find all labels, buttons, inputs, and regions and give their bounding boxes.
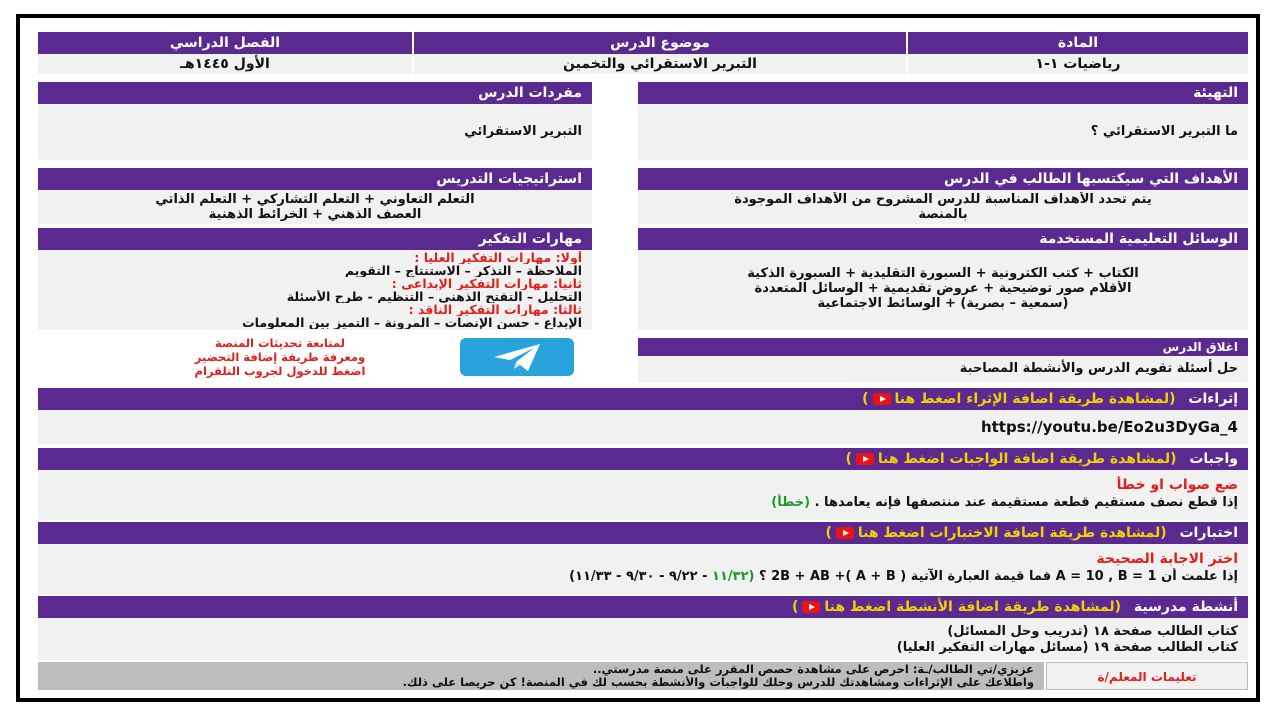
- telegram-promo-text[interactable]: [110, 336, 450, 380]
- thinking-header: مهارات التفكير: [38, 228, 592, 250]
- telegram-icon[interactable]: [460, 338, 574, 376]
- tools-body: [638, 250, 1248, 330]
- enrichment-help-close: ): [862, 391, 869, 407]
- objectives-line: يتم تحدد الأهداف المناسبة للدرس المشروح من الأهداف الموجودة: [734, 192, 1152, 207]
- enrichment-url[interactable]: https://youtu.be/Eo2u3DyGa_4: [38, 410, 1248, 444]
- teacher-instructions-line: عزيزي/تي الطالب/ـة: احرص على مشاهدة حصص المقرر على منصة مدرستي..: [592, 663, 1034, 676]
- youtube-icon: [836, 527, 854, 539]
- youtube-icon: [873, 393, 891, 405]
- homework-help-close: ): [845, 451, 852, 467]
- thinking-line-1: الملاحظة – التذكر – الاستنتاج – التقويم: [344, 264, 582, 277]
- objectives-body: [638, 190, 1248, 224]
- enrichment-header: [38, 388, 1248, 410]
- youtube-icon: [802, 601, 820, 613]
- activities-help-close: ): [791, 599, 799, 615]
- activities-header: [38, 596, 1248, 618]
- enrichment-title: إثراءات: [1188, 391, 1238, 407]
- warmup-header: التهيئة: [638, 82, 1248, 104]
- thinking-body: [38, 250, 592, 330]
- homework-question-text: إذا قطع نصف مستقيم قطعة مستقيمة عند منتصفها فإنه يعامدها .: [814, 495, 1238, 510]
- warmup-text: ما التبرير الاستقرائي ؟: [638, 104, 1248, 160]
- subject-header: المادة: [908, 32, 1248, 54]
- activities-line: كتاب الطالب صفحة ١٩ (مسائل مهارات التفكير العليا): [896, 640, 1238, 655]
- telegram-plane-icon: [460, 338, 574, 376]
- objectives-line: بالمنصة: [918, 207, 968, 222]
- homework-question-title: ضع صواب او خطأ: [1116, 477, 1238, 493]
- semester-header: الفصل الدراسي: [38, 32, 412, 54]
- strategies-header: استراتيجيات التدريس: [38, 168, 592, 190]
- activities-body: [38, 618, 1248, 660]
- tests-correct-option: (١١/٣٢: [712, 569, 755, 584]
- tests-question: [48, 568, 1238, 586]
- lesson-plan-frame: [16, 14, 1260, 702]
- tests-help-label: (لمشاهدة طريقة اضافة الاختبارات اضغط هنا: [857, 525, 1167, 541]
- tests-title: اختبارات: [1179, 525, 1238, 541]
- thinking-heading-3: ثالثا: مهارات التفكير الناقد :: [408, 303, 582, 316]
- telegram-promo-line: لمتابعة تحديثات المنصة: [215, 336, 345, 350]
- teacher-instructions-text: [38, 662, 1044, 690]
- telegram-promo-line: ومعرفة طريقة إضافة التحضير: [194, 350, 366, 364]
- strategies-line: العصف الذهني + الخرائط الذهنية: [208, 207, 422, 222]
- homework-question: [48, 494, 1238, 512]
- teacher-instructions-line: واطلاعك على الإثراءات ومشاهدتك للدرس وحلك للواجبات والأنشطة بحسب لك في المنصة! كن حريصا على ذلك.: [402, 676, 1034, 689]
- tools-header: الوسائل التعليمية المستخدمة: [638, 228, 1248, 250]
- tests-options: - ٩/٢٢ - ٩/٣٠ - ١١/٣٣): [569, 569, 708, 584]
- tools-line: (سمعية – بصرية) + الوسائط الاجتماعية: [817, 296, 1069, 311]
- vocab-header: مفردات الدرس: [38, 82, 592, 104]
- vocab-text: التبرير الاستقرائي: [38, 104, 592, 160]
- tests-question-title: اختر الاجابة الصحيحة: [1096, 551, 1238, 567]
- homework-header: [38, 448, 1248, 470]
- homework-help-link[interactable]: [845, 451, 1176, 467]
- tests-header: [38, 522, 1248, 544]
- thinking-line-3: الإبداع - حسن الإنصات – المرونة – التميز بين المعلومات: [242, 316, 582, 329]
- thinking-heading-1: أولا: مهارات التفكير العليا :: [414, 251, 582, 264]
- activities-help-label: (لمشاهدة طريقة اضافة الأنشطة اضغط هنا: [824, 599, 1122, 615]
- tests-help-link[interactable]: [825, 525, 1166, 541]
- thinking-line-2: التحليل – التفتح الذهني – التنظيم - طرح الأسئلة: [286, 290, 582, 303]
- youtube-icon: [856, 453, 874, 465]
- teacher-instructions-label: تعليمات المعلم/ة: [1046, 662, 1248, 690]
- strategies-body: [38, 190, 592, 224]
- tests-body: [38, 544, 1248, 594]
- tools-line: الأقلام صور توضيحية + عروض تقديمية + الوسائل المتعددة: [754, 281, 1132, 296]
- closing-header: اغلاق الدرس: [638, 338, 1248, 356]
- telegram-promo-line: اضغط للدخول لجروب التلقرام: [194, 364, 366, 378]
- thinking-heading-2: ثانيا: مهارات التفكير الإبداعي :: [391, 277, 582, 290]
- homework-help-label: (لمشاهدة طريقة اضافة الواجبات اضغط هنا: [877, 451, 1177, 467]
- activities-help-link[interactable]: [792, 599, 1121, 615]
- tests-help-close: ): [825, 525, 832, 541]
- homework-body: [38, 470, 1248, 520]
- homework-answer: (خطأ): [771, 495, 811, 510]
- objectives-header: الأهداف التي سيكتسبها الطالب في الدرس: [638, 168, 1248, 190]
- strategies-line: التعلم التعاوني + التعلم التشاركي + التعلم الذاتي: [155, 192, 475, 207]
- closing-text: حل أسئلة تقويم الدرس والأنشطة المصاحبة: [638, 356, 1248, 382]
- enrichment-help-link[interactable]: [862, 391, 1175, 407]
- activities-title: أنشطة مدرسية: [1133, 599, 1238, 615]
- enrichment-help-label: (لمشاهدة طريقة اضافة الإثراء اضغط هنا: [894, 391, 1176, 407]
- topic-header: موضوع الدرس: [414, 32, 906, 54]
- topic-value: التبرير الاستقرائي والتخمين: [414, 54, 906, 74]
- tests-question-text: إذا علمت أن A = 10 , B = 1 فما قيمة العبارة الآتية 2B + AB +( A + B ) ؟: [759, 569, 1238, 584]
- activities-line: كتاب الطالب صفحة ١٨ (تدريب وحل المسائل): [947, 624, 1238, 639]
- subject-value: رياضيات ١-١: [908, 54, 1248, 74]
- homework-title: واجبات: [1189, 451, 1238, 467]
- tools-line: الكتاب + كتب الكترونية + السبورة التقليدية + السبورة الذكية: [747, 266, 1139, 281]
- semester-value: الأول ١٤٤٥هـ: [38, 54, 412, 74]
